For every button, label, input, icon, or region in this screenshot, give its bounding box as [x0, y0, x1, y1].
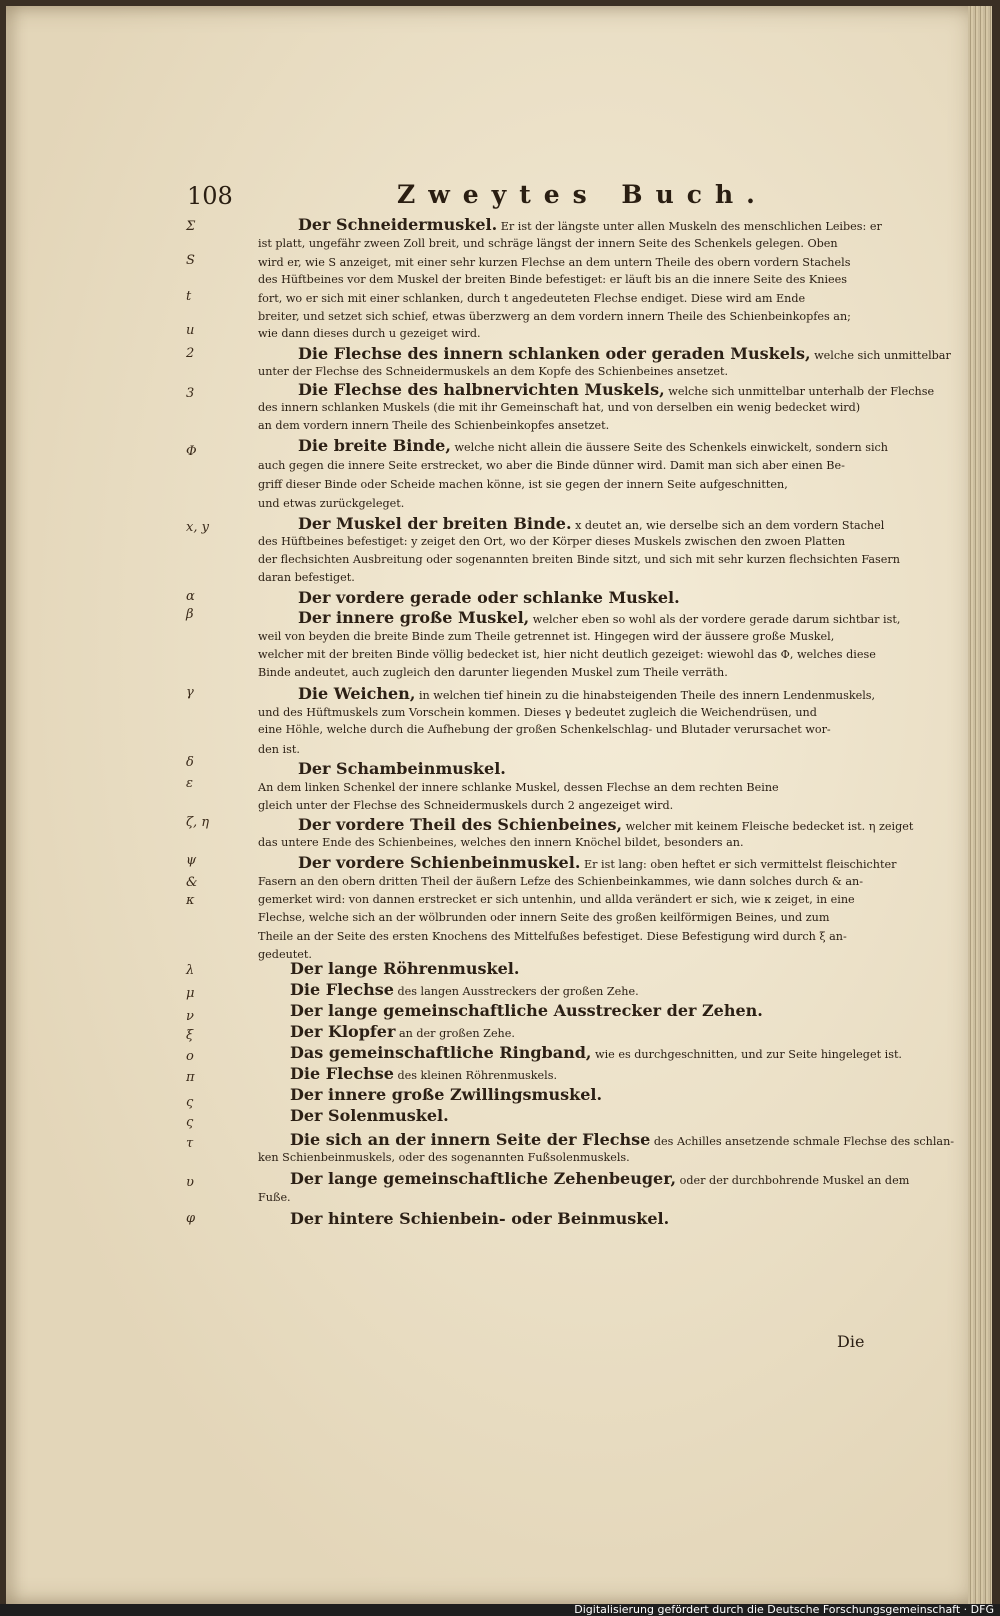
- margin-figure-label: ς: [186, 1115, 194, 1130]
- text-line: [290, 1086, 878, 1106]
- text-line: [290, 1210, 878, 1230]
- text-line: [290, 1130, 955, 1151]
- text-line: [258, 551, 900, 569]
- line-text: Fasern an den obern dritten Theil der äußern Lefze des Schienbeinkammes, wie dann solches durch & an-: [258, 875, 864, 888]
- text-line: [298, 685, 878, 705]
- line-text: Flechse, welche sich an der wölbrunden oder innern Seite des großen keilförmigen Beines, und zum: [258, 911, 830, 924]
- term-heading: Der hintere Schienbein- oder Beinmuskel.: [290, 1209, 670, 1228]
- line-text: das untere Ende des Schienbeines, welches den innern Knöchel bildet, besonders an.: [258, 836, 744, 849]
- text-line: [258, 704, 878, 722]
- line-text: auch gegen die innere Seite erstrecket, wo aber die Binde dünner wird. Damit man sich aber einen Be-: [258, 459, 845, 472]
- line-text: wie dann dieses durch u gezeiget wird.: [258, 327, 481, 340]
- margin-figure-label: Φ: [186, 444, 197, 459]
- text-line: [290, 960, 878, 980]
- term-heading: Die Weichen,: [298, 684, 416, 703]
- term-heading: Die Flechse: [290, 980, 394, 999]
- term-heading: Die Flechse: [290, 1064, 394, 1083]
- text-line: [298, 608, 901, 629]
- line-text: des langen Ausstreckers der großen Zehe.: [393, 985, 639, 998]
- term-heading: Die breite Binde,: [298, 436, 451, 455]
- text-line: [258, 363, 878, 381]
- line-text: gedeutet.: [258, 948, 312, 961]
- margin-figure-label: &: [186, 875, 198, 890]
- line-text: Binde andeutet, auch zugleich den darunter liegenden Muskel zum Theile verräth.: [258, 666, 728, 679]
- line-text: des Hüftbeines vor dem Muskel der breiten Binde befestiget: er läuft bis an die innere Seite des Kniees: [258, 273, 848, 286]
- margin-figure-label: x, y: [186, 520, 209, 535]
- text-line: [290, 1169, 910, 1190]
- line-text: x deutet an, wie derselbe sich an dem vordern Stachel: [571, 519, 885, 532]
- text-line: [258, 235, 878, 253]
- line-text: daran befestiget.: [258, 571, 355, 584]
- line-text: an dem vordern innern Theile des Schienbeinkopfes ansetzet.: [258, 419, 610, 432]
- text-line: [258, 891, 878, 909]
- line-text: wird er, wie S anzeiget, mit einer sehr kurzen Flechse an dem untern Theile des obern vordern Stachels: [258, 256, 851, 269]
- margin-figure-label: ξ: [186, 1028, 194, 1043]
- term-heading: Die Flechse des innern schlanken oder geraden Muskels,: [298, 344, 811, 363]
- margin-figure-label: κ: [186, 893, 195, 908]
- text-line: [258, 628, 878, 646]
- line-text: eine Höhle, welche durch die Aufhebung der großen Schenkelschlag- und Blutader verursachet wor-: [258, 723, 831, 736]
- line-text: welche nicht allein die äussere Seite des Schenkels einwickelt, sondern sich: [450, 441, 889, 454]
- margin-figure-label: 2: [186, 346, 195, 361]
- line-text: An dem linken Schenkel der innere schlanke Muskel, dessen Flechse an dem rechten Beine: [258, 781, 779, 794]
- text-line: [290, 1002, 878, 1022]
- page-header: [187, 182, 907, 212]
- line-text: welcher mit der breiten Binde völlig bedecket ist, hier nicht deutlich gezeiget: wiewohl das Φ, welches diese: [258, 648, 876, 661]
- line-text: und etwas zurückgeleget.: [258, 497, 405, 510]
- text-line: [258, 495, 878, 513]
- text-line: [298, 514, 885, 535]
- margin-figure-label: ψ: [186, 853, 197, 868]
- text-line: [258, 721, 878, 739]
- line-text: Fuße.: [258, 1191, 291, 1204]
- line-text: Theile an der Seite des ersten Knochens des Mittelfußes befestiget. Diese Befestigung wird durch ξ an-: [258, 930, 847, 943]
- line-text: ist platt, ungefähr zween Zoll breit, und schräge längst der innern Seite des Schenkels gelegen. Oben: [258, 237, 838, 250]
- text-line: [298, 344, 951, 365]
- margin-figure-label: 3: [186, 386, 195, 401]
- line-text: den ist.: [258, 743, 300, 756]
- text-line: [258, 399, 878, 417]
- text-line: [258, 834, 878, 852]
- text-line: [258, 533, 878, 551]
- text-line: [258, 1189, 878, 1207]
- line-text: unter der Flechse des Schneidermuskels an dem Kopfe des Schienbeines ansetzet.: [258, 365, 729, 378]
- margin-figure-label: τ: [186, 1136, 194, 1151]
- margin-figure-label: β: [186, 607, 194, 622]
- text-line: [258, 741, 878, 759]
- term-heading: Der vordere Schienbeinmuskel.: [298, 853, 581, 872]
- line-text: des kleinen Röhrenmuskels.: [393, 1069, 558, 1082]
- text-line: [298, 215, 882, 236]
- text-line: [258, 664, 878, 682]
- margin-figure-label: π: [186, 1070, 195, 1085]
- term-heading: Das gemeinschaftliche Ringband,: [290, 1043, 592, 1062]
- margin-figure-label: λ: [186, 963, 195, 978]
- line-text: welcher mit keinem Fleische bedecket ist. η zeiget: [622, 820, 914, 833]
- line-text: des Hüftbeines befestiget: y zeiget den Ort, wo der Körper dieses Muskels zwischen den zwoen Platten: [258, 535, 846, 548]
- line-text: Er ist der längste unter allen Muskeln des menschlichen Leibes: er: [497, 220, 882, 233]
- text-line: [258, 325, 878, 343]
- line-text: des Achilles ansetzende schmale Flechse des schlan-: [650, 1135, 955, 1148]
- margin-figure-label: υ: [186, 1175, 194, 1190]
- text-line: [298, 853, 897, 874]
- margin-figure-label: Σ: [186, 219, 196, 234]
- margin-figure-label: δ: [186, 755, 194, 770]
- text-line: [258, 928, 878, 946]
- text-line: [258, 457, 878, 475]
- text-line: [258, 308, 878, 326]
- line-text: welcher eben so wohl als der vordere gerade darum sichtbar ist,: [529, 613, 901, 626]
- line-text: an der großen Zehe.: [395, 1027, 515, 1040]
- catchword: Die: [837, 1332, 865, 1351]
- text-line: [290, 1065, 878, 1085]
- margin-figure-label: S: [186, 253, 195, 268]
- text-line: [258, 1149, 878, 1167]
- term-heading: Der vordere gerade oder schlanke Muskel.: [298, 588, 680, 607]
- margin-figure-label: t: [186, 289, 192, 304]
- margin-figure-label: ο: [186, 1049, 194, 1064]
- line-text: des innern schlanken Muskels (die mit ihr Gemeinschaft hat, und von derselben ein wenig bedecket wird): [258, 401, 861, 414]
- line-text: in welchen tief hinein zu die hinabsteigenden Theile des innern Lendenmuskels,: [415, 689, 876, 702]
- margin-figure-label: u: [186, 323, 195, 338]
- text-line: [298, 760, 878, 780]
- footer-bar: Digitalisierung gefördert durch die Deutsche Forschungsgemeinschaft · DFG: [0, 1604, 1000, 1616]
- running-title: Zweytes Buch.: [397, 180, 768, 209]
- margin-figure-label: γ: [186, 685, 194, 700]
- margin-figure-label: μ: [186, 986, 195, 1001]
- text-line: [298, 815, 914, 836]
- line-text: welche sich unmittelbar: [810, 349, 951, 362]
- text-line: [290, 1107, 878, 1127]
- term-heading: Die sich an der innern Seite der Flechse: [290, 1130, 651, 1149]
- term-heading: Der lange Röhrenmuskel.: [290, 959, 520, 978]
- term-heading: Die Flechse des halbnervichten Muskels,: [298, 380, 665, 399]
- line-text: griff dieser Binde oder Scheide machen könne, ist sie gegen der innern Seite aufgeschnitten,: [258, 478, 788, 491]
- text-line: [290, 1023, 878, 1043]
- text-line: [258, 779, 878, 797]
- text-line: [258, 290, 878, 308]
- term-heading: Der Schneidermuskel.: [298, 215, 498, 234]
- term-heading: Der Klopfer: [290, 1022, 396, 1041]
- line-text: weil von beyden die breite Binde zum Theile getrennet ist. Hingegen wird der äussere große Muskel,: [258, 630, 835, 643]
- line-text: und des Hüftmuskels zum Vorschein kommen. Dieses γ bedeutet zugleich die Weichendrüsen, und: [258, 706, 817, 719]
- margin-figure-label: ε: [186, 776, 193, 791]
- term-heading: Der lange gemeinschaftliche Zehenbeuger,: [290, 1169, 677, 1188]
- term-heading: Der Solenmuskel.: [290, 1106, 449, 1125]
- text-line: [258, 254, 878, 272]
- line-text: welche sich unmittelbar unterhalb der Flechse: [664, 385, 935, 398]
- term-heading: Der Schambeinmuskel.: [298, 759, 506, 778]
- text-line: [258, 797, 878, 815]
- line-text: breiter, und setzet sich schief, etwas überzwerg an dem vordern innern Theile des Schienbeinkopfes an;: [258, 310, 851, 323]
- margin-figure-label: α: [186, 589, 195, 604]
- text-line: [258, 873, 878, 891]
- text-line: [290, 1043, 902, 1064]
- term-heading: Der innere große Muskel,: [298, 608, 530, 627]
- margin-figure-label: ν: [186, 1009, 194, 1024]
- line-text: fort, wo er sich mit einer schlanken, durch t angedeuteten Flechse endiget. Diese wird am Ende: [258, 292, 806, 305]
- text-line: [258, 476, 878, 494]
- text-line: [298, 589, 878, 609]
- page-edge: [968, 6, 992, 1604]
- text-line: [290, 981, 878, 1001]
- term-heading: Der innere große Zwillingsmuskel.: [290, 1085, 603, 1104]
- text-line: [258, 271, 878, 289]
- text-line: [298, 436, 889, 457]
- text-line: [258, 909, 878, 927]
- text-line: [298, 380, 935, 401]
- term-heading: Der Muskel der breiten Binde.: [298, 514, 572, 533]
- line-text: ken Schienbeinmuskels, oder des sogenannten Fußsolenmuskels.: [258, 1151, 630, 1164]
- line-text: gemerket wird: von dannen erstrecket er sich untenhin, und allda verändert er sich, wie κ zeiget, in eine: [258, 893, 855, 906]
- term-heading: Der vordere Theil des Schienbeines,: [298, 815, 623, 834]
- term-heading: Der lange gemeinschaftliche Ausstrecker der Zehen.: [290, 1001, 763, 1020]
- line-text: gleich unter der Flechse des Schneidermuskels durch 2 angezeiget wird.: [258, 799, 674, 812]
- text-line: [258, 569, 878, 587]
- margin-figure-label: ζ, η: [186, 815, 210, 830]
- line-text: Er ist lang: oben heftet er sich vermittelst fleischichter: [580, 858, 897, 871]
- text-line: [258, 646, 878, 664]
- margin-figure-label: φ: [186, 1211, 196, 1226]
- line-text: der flechsichten Ausbreitung oder sogenannten breiten Binde sitzt, und sich mit sehr kurzen flechsichten Fasern: [258, 553, 900, 566]
- margin-figure-label: ς: [186, 1095, 194, 1110]
- text-line: [258, 417, 878, 435]
- line-text: oder der durchbohrende Muskel an dem: [676, 1174, 910, 1187]
- line-text: wie es durchgeschnitten, und zur Seite hingeleget ist.: [591, 1048, 902, 1061]
- page-number: 108: [187, 182, 233, 210]
